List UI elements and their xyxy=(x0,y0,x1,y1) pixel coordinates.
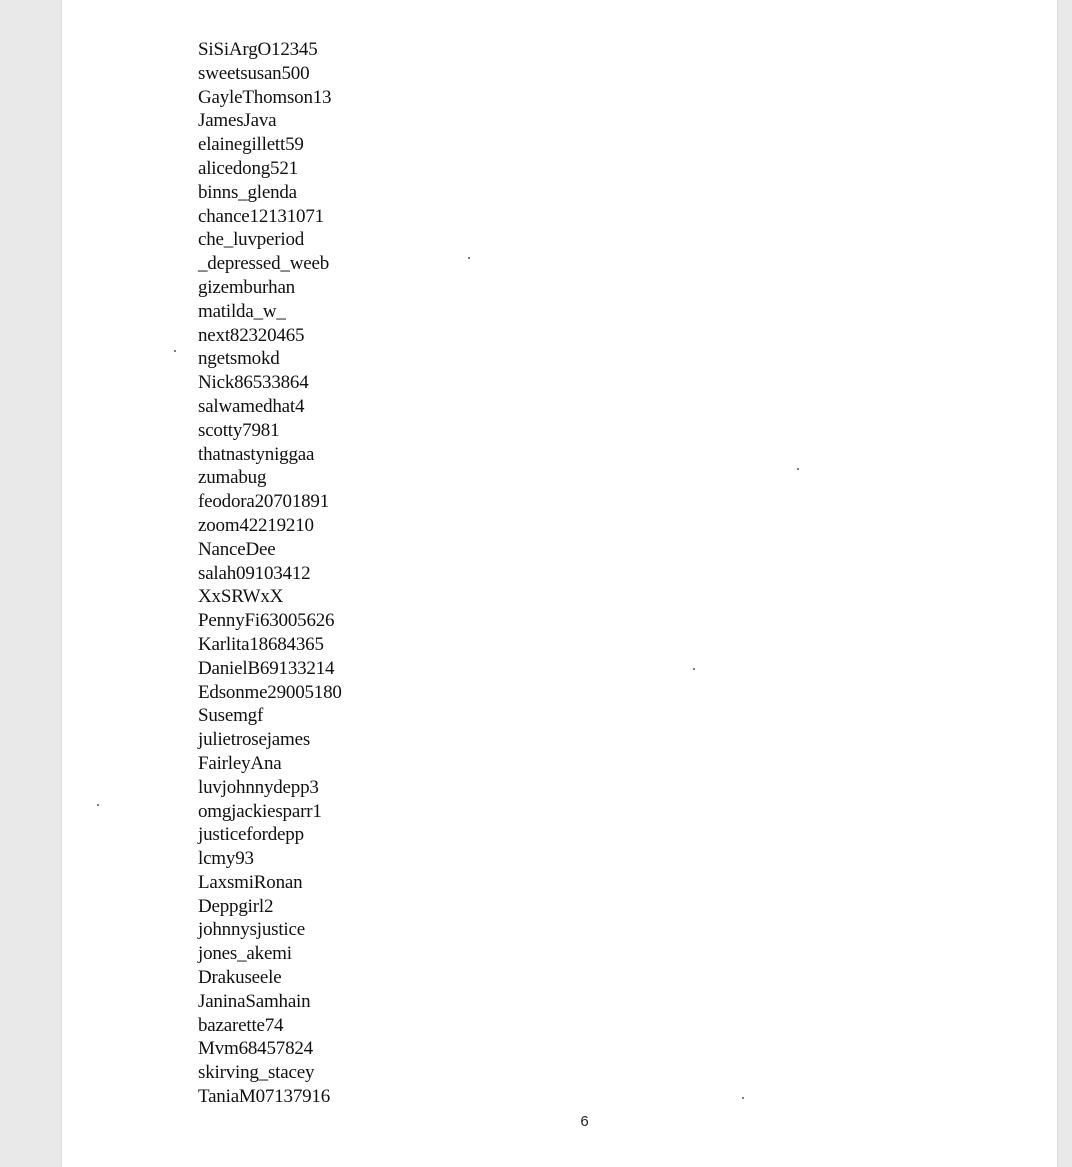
username-item: thatnastyniggaa xyxy=(198,443,315,465)
scan-speck xyxy=(742,1097,744,1099)
username-item: LaxsmiRonan xyxy=(198,871,303,893)
username-item: FairleyAna xyxy=(198,752,282,774)
username-item: lcmy93 xyxy=(198,848,254,870)
username-item: justicefordepp xyxy=(198,824,304,846)
scan-speck xyxy=(97,804,99,806)
username-item: sweetsusan500 xyxy=(198,62,310,84)
scan-speck xyxy=(797,468,799,470)
username-item: chance12131071 xyxy=(198,205,324,227)
username-item: Karlita18684365 xyxy=(198,633,324,655)
username-item: binns_glenda xyxy=(198,181,297,203)
username-item: matilda_w_ xyxy=(198,300,286,322)
username-item: feodora20701891 xyxy=(198,491,330,513)
username-item: elainegillett59 xyxy=(198,134,304,156)
scan-speck xyxy=(174,350,176,352)
username-item: ngetsmokd xyxy=(198,348,280,370)
username-item: Drakuseele xyxy=(198,967,282,989)
username-item: DanielB69133214 xyxy=(198,657,335,679)
username-item: luvjohnnydepp3 xyxy=(198,776,319,798)
username-item: Deppgirl2 xyxy=(198,895,274,917)
document-page xyxy=(62,0,1057,1167)
username-item: che_luvperiod xyxy=(198,229,305,251)
username-list xyxy=(198,38,342,1109)
username-item: SiSiArgO12345 xyxy=(198,39,318,60)
username-item: Nick86533864 xyxy=(198,372,309,394)
username-item: PennyFi63005626 xyxy=(198,610,335,632)
username-item: TaniaM07137916 xyxy=(198,1086,331,1108)
username-item: GayleThomson13 xyxy=(198,86,332,108)
scan-speck xyxy=(468,257,470,259)
username-item: NanceDee xyxy=(198,538,276,560)
username-item: JaninaSamhain xyxy=(198,990,311,1012)
username-item: skirving_stacey xyxy=(198,1062,315,1084)
username-item: JamesJava xyxy=(198,110,277,132)
username-item: next82320465 xyxy=(198,324,305,346)
page-number: 6 xyxy=(580,1113,589,1130)
username-item: Mvm68457824 xyxy=(198,1038,313,1060)
username-item: omgjackiesparr1 xyxy=(198,800,322,822)
username-item: julietrosejames xyxy=(198,729,311,751)
username-item: Susemgf xyxy=(198,705,264,727)
username-item: bazarette74 xyxy=(198,1014,284,1036)
username-item: alicedong521 xyxy=(198,157,298,179)
username-item: gizemburhan xyxy=(198,276,295,298)
username-item: Edsonme29005180 xyxy=(198,681,342,703)
scan-speck xyxy=(693,668,695,670)
username-item: jones_akemi xyxy=(198,943,292,965)
username-item: scotty7981 xyxy=(198,419,280,441)
username-item: salah09103412 xyxy=(198,562,311,584)
username-item: zumabug xyxy=(198,467,267,489)
username-item: zoom42219210 xyxy=(198,514,314,536)
username-item: johnnysjustice xyxy=(198,919,305,941)
username-item: XxSRWxX xyxy=(198,586,284,608)
username-item: _depressed_weeb xyxy=(198,253,330,275)
username-item: salwamedhat4 xyxy=(198,395,305,417)
